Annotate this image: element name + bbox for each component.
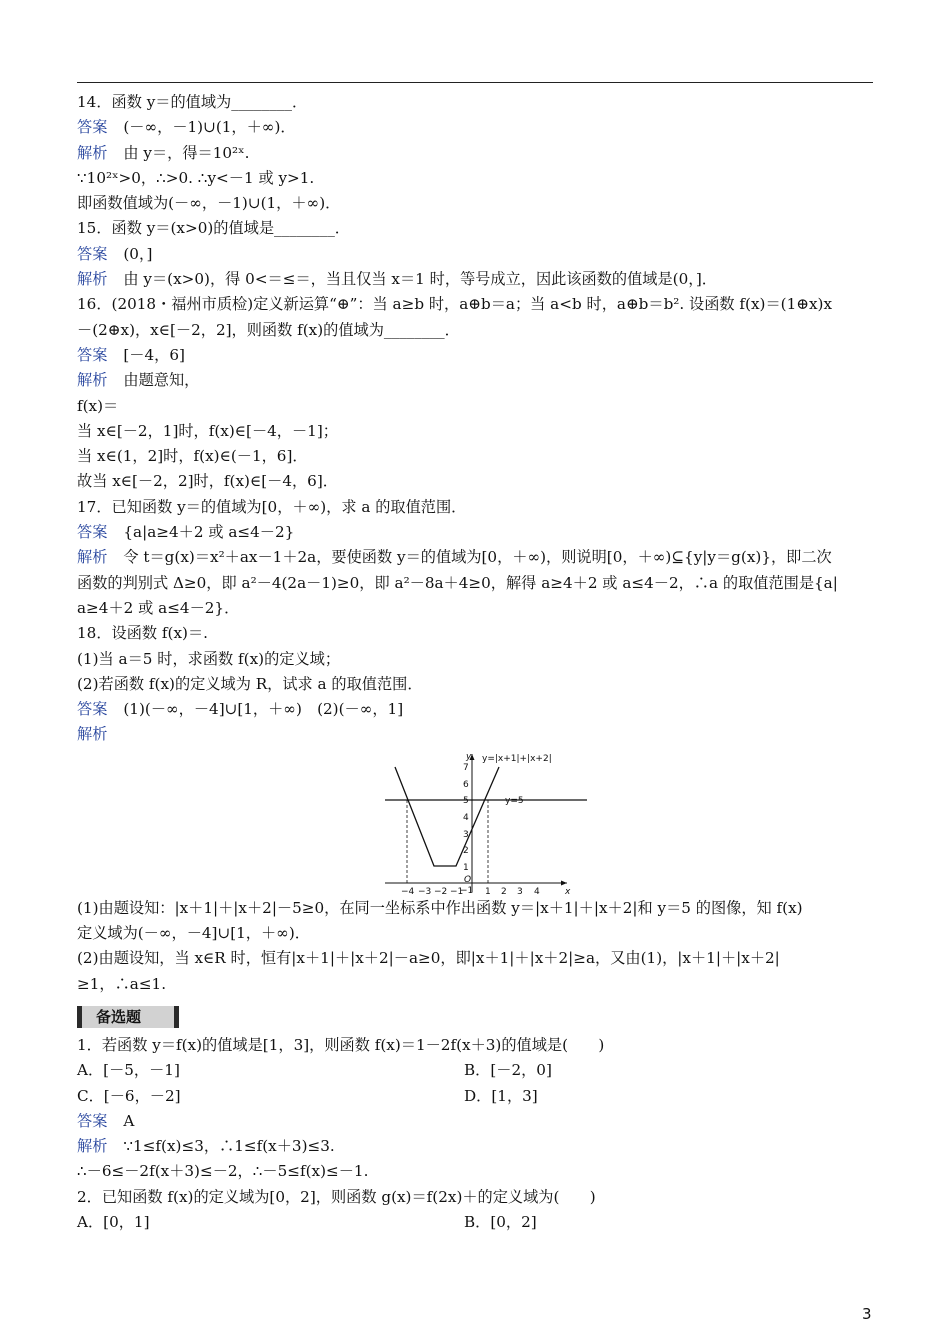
labeled-line bbox=[77, 545, 877, 570]
y-tick-2: 2 bbox=[463, 845, 469, 856]
graph-explanation-block bbox=[77, 896, 877, 997]
solutions-block bbox=[77, 90, 877, 748]
x-tick-neg3: −3 bbox=[418, 886, 432, 894]
y-tick-6: 6 bbox=[463, 779, 469, 790]
page-content bbox=[77, 90, 877, 1235]
line-text: (1)由题设知：|x＋1|＋|x＋2|－5≥0，在同一坐标系中作出函数 y＝|x＋1|＋|x＋2|和 y＝5 的图像，知 f(x) bbox=[77, 898, 803, 917]
labeled-line bbox=[77, 722, 877, 747]
labeled-line bbox=[77, 520, 877, 545]
line-label: 解析 bbox=[77, 371, 108, 390]
y-tick-3: 3 bbox=[463, 829, 469, 840]
line-text: 当 x∈(1，2]时，f(x)∈(－1，6]． bbox=[77, 447, 308, 466]
text-line bbox=[77, 318, 877, 343]
text-line bbox=[77, 972, 877, 997]
x-axis-arrow bbox=[561, 880, 567, 885]
line-text: a≥4＋2 或 a≤4－2}． bbox=[77, 598, 240, 617]
page-number: 3 bbox=[862, 1305, 872, 1323]
text-line bbox=[77, 896, 877, 921]
line-text: 15．函数 y＝(x>0)的值域是________． bbox=[77, 219, 350, 238]
text-line bbox=[77, 90, 877, 115]
q2-option-a: A．[0，1] bbox=[77, 1212, 150, 1231]
line-text: －(2⊕x)，x∈[－2，2]，则函数 f(x)的值域为________． bbox=[77, 320, 460, 339]
line-text: (1)当 a＝5 时，求函数 f(x)的定义域； bbox=[77, 649, 341, 668]
graph-figure bbox=[77, 748, 877, 896]
q1-option-d: D．[1，3] bbox=[464, 1086, 538, 1105]
text-line bbox=[77, 292, 877, 317]
x-tick-1: 1 bbox=[485, 886, 491, 894]
q1-analysis-1 bbox=[77, 1134, 877, 1159]
line-text: 由 y＝，得＝10²ˣ. bbox=[123, 143, 250, 162]
answer-label: 答案 bbox=[77, 1111, 108, 1130]
y-tick-4: 4 bbox=[463, 812, 469, 823]
line-text: 令 t＝g(x)＝x²＋ax－1＋2a，要使函数 y＝的值域为[0，＋∞)，则说明[0，＋∞)⊆{y|y＝g(x)}，即二次 bbox=[123, 548, 832, 567]
q1-analysis-2: ∴－6≤－2f(x＋3)≤－2，∴－5≤f(x)≤－1. bbox=[77, 1162, 369, 1181]
q1-options-row-2 bbox=[77, 1084, 877, 1109]
x-tick-4: 4 bbox=[534, 886, 540, 894]
labeled-line bbox=[77, 368, 877, 393]
q1-answer-value: A bbox=[123, 1111, 135, 1130]
line-text: 由题意知， bbox=[123, 371, 200, 390]
text-line bbox=[77, 166, 877, 191]
line-text: 16．(2018・福州市质检)定义新运算“⊕”：当 a≥b 时，a⊕b＝a；当 a<b 时，a⊕b＝b². 设函数 f(x)＝(1⊕x)x bbox=[77, 295, 833, 314]
y-tick-5: 5 bbox=[463, 795, 469, 806]
text-line bbox=[77, 647, 877, 672]
labeled-line bbox=[77, 697, 877, 722]
line-text: 由 y＝(x>0)，得 0<＝≤＝，当且仅当 x＝1 时，等号成立，因此该函数的值域是(0，]． bbox=[123, 270, 717, 289]
q1-stem: 1．若函数 y＝f(x)的值域是[1，3]，则函数 f(x)＝1－2f(x＋3)的值域是( ) bbox=[77, 1035, 605, 1054]
text-line bbox=[77, 672, 877, 697]
line-label: 答案 bbox=[77, 700, 108, 719]
origin-label: O bbox=[464, 874, 472, 885]
text-line bbox=[77, 191, 877, 216]
x-tick-neg2: −2 bbox=[434, 886, 448, 894]
line-label: 答案 bbox=[77, 118, 108, 137]
curve-abs-sum bbox=[395, 767, 499, 866]
labeled-line bbox=[77, 267, 877, 292]
text-line bbox=[77, 216, 877, 241]
line-label: 解析 bbox=[77, 548, 108, 567]
q2-options-row-1 bbox=[77, 1210, 877, 1235]
text-line bbox=[77, 444, 877, 469]
header-rule bbox=[77, 82, 873, 83]
text-line bbox=[77, 495, 877, 520]
y-tick-1: 1 bbox=[463, 862, 469, 873]
line-text: (－∞，－1)∪(1，＋∞)． bbox=[123, 118, 296, 137]
text-line bbox=[77, 946, 877, 971]
y-tick-neg1: −1 bbox=[460, 885, 474, 894]
section-title: 备选题 bbox=[77, 1006, 179, 1028]
x-axis-label: x bbox=[565, 886, 571, 894]
line-text: 17．已知函数 y＝的值域为[0，＋∞)，求 a 的取值范围． bbox=[77, 497, 467, 516]
line-text: f(x)＝ bbox=[77, 396, 119, 415]
x-tick-neg1: −1 bbox=[450, 886, 464, 894]
labeled-line bbox=[77, 115, 877, 140]
line-text: (1)(－∞，－4]∪[1，＋∞) (2)(－∞，1] bbox=[123, 700, 404, 719]
line-text: 即函数值域为(－∞，－1)∪(1，＋∞)． bbox=[77, 194, 341, 213]
line-text: 14．函数 y＝的值域为________． bbox=[77, 93, 308, 111]
line-text: 故当 x∈[－2，2]时，f(x)∈[－4，6]． bbox=[77, 472, 338, 491]
line-text: ≥1，∴a≤1. bbox=[77, 974, 167, 993]
line-text: 当 x∈[－2，1]时，f(x)∈[－4，－1]； bbox=[77, 421, 338, 440]
line-text: {a|a≥4＋2 或 a≤4－2} bbox=[123, 523, 295, 542]
line-text: 定义域为(－∞，－4]∪[1，＋∞)． bbox=[77, 924, 310, 943]
x-tick-3: 3 bbox=[517, 886, 523, 894]
abs-sum-graph bbox=[377, 750, 647, 894]
line-label: 答案 bbox=[77, 523, 108, 542]
q1-option-a: A．[－5，－1] bbox=[77, 1061, 180, 1080]
line-label: 答案 bbox=[77, 345, 108, 364]
line-text: 函数的判别式 Δ≥0，即 a²－4(2a－1)≥0，即 a²－8a＋4≥0，解得 a≥4＋2 或 a≤4－2，∴a 的取值范围是{a| bbox=[77, 573, 838, 592]
q2-stem: 2．已知函数 f(x)的定义域为[0，2]，则函数 g(x)＝f(2x)＋的定义域为( ) bbox=[77, 1187, 596, 1206]
x-tick-2: 2 bbox=[501, 886, 507, 894]
text-line bbox=[77, 469, 877, 494]
line-text: 18．设函数 f(x)＝. bbox=[77, 624, 208, 643]
line-text: (0，] bbox=[123, 244, 153, 263]
analysis-label: 解析 bbox=[77, 1137, 108, 1156]
y-tick-7: 7 bbox=[463, 762, 469, 773]
labeled-line bbox=[77, 343, 877, 368]
q1-options-row-1 bbox=[77, 1058, 877, 1083]
line-text: (2)由题设知，当 x∈R 时，恒有|x＋1|＋|x＋2|－a≥0，即|x＋1|＋|x＋2|≥a，又由(1)，|x＋1|＋|x＋2| bbox=[77, 949, 780, 968]
text-line bbox=[77, 921, 877, 946]
line-label: 答案 bbox=[77, 244, 108, 263]
curve-label: y=|x+1|+|x+2| bbox=[482, 753, 552, 764]
line-label: 解析 bbox=[77, 270, 108, 289]
labeled-line bbox=[77, 141, 877, 166]
text-line bbox=[77, 394, 877, 419]
line-label: y=5 bbox=[505, 795, 524, 806]
q2-option-b: B．[0，2] bbox=[464, 1212, 537, 1231]
line-text: [－4，6] bbox=[123, 345, 185, 364]
line-label: 解析 bbox=[77, 143, 108, 162]
line-text: (2)若函数 f(x)的定义域为 R，试求 a 的取值范围． bbox=[77, 674, 423, 693]
line-text: ∵10²ˣ>0，∴>0. ∴y<－1 或 y>1. bbox=[77, 168, 315, 187]
line-label: 解析 bbox=[77, 725, 108, 744]
q1-option-c: C．[－6，－2] bbox=[77, 1086, 181, 1105]
y-axis-label: y bbox=[466, 751, 472, 762]
section-header bbox=[77, 1003, 877, 1033]
q1-answer bbox=[77, 1109, 877, 1134]
text-line bbox=[77, 621, 877, 646]
text-line bbox=[77, 596, 877, 621]
text-line bbox=[77, 571, 877, 596]
q1-option-b: B．[－2，0] bbox=[464, 1061, 552, 1080]
labeled-line bbox=[77, 242, 877, 267]
text-line bbox=[77, 419, 877, 444]
q1-analysis-text-1: ∵1≤f(x)≤3，∴1≤f(x＋3)≤3. bbox=[123, 1137, 335, 1156]
x-tick-neg4: −4 bbox=[401, 886, 415, 894]
